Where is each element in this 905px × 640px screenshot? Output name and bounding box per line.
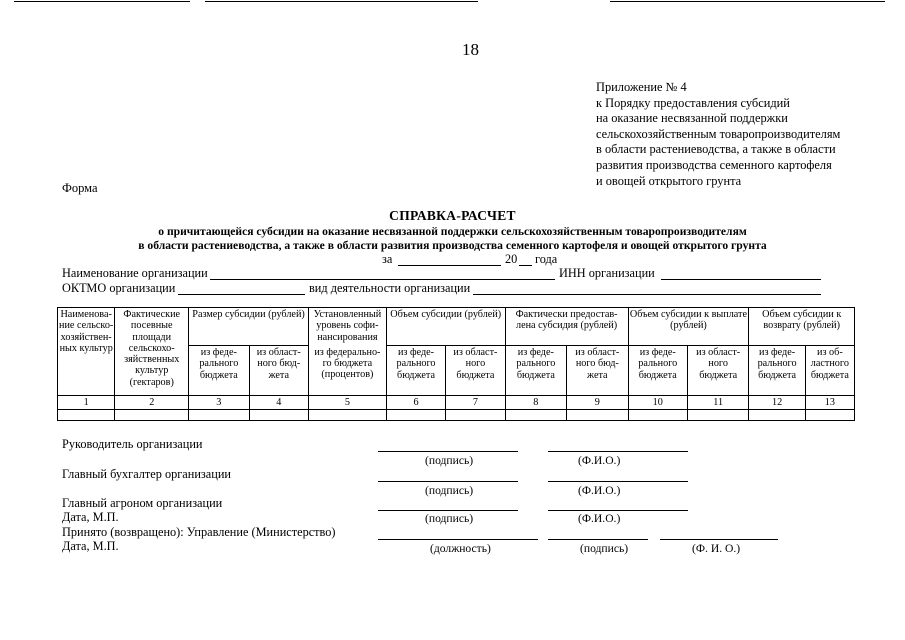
period-year-suffix: года xyxy=(535,252,558,266)
annex-block xyxy=(596,80,840,189)
annex-line: и овощей открытого грунта xyxy=(596,173,742,188)
annex-line: в области растениеводства, а также в области xyxy=(596,142,836,157)
document-subtitle-line-1: о причитающейся субсидии на оказание несвязанной поддержки сельскохозяйственным товаропроизводителям xyxy=(158,225,747,238)
head-sign-line[interactable] xyxy=(378,451,518,452)
header-federal: из феде-рального бюджета xyxy=(386,346,445,396)
table-cell[interactable] xyxy=(58,410,115,421)
table-cell[interactable] xyxy=(567,410,628,421)
sign-caption: (подпись) xyxy=(425,454,474,467)
date-mp-label-2: Дата, М.П. xyxy=(62,539,119,553)
table-cell[interactable] xyxy=(505,410,566,421)
fio-caption: (Ф.И.О.) xyxy=(578,454,621,467)
header-to-pay: Объем субсидии к выплате (рублей) xyxy=(628,308,749,346)
form-label: Форма xyxy=(62,181,98,195)
document-subtitle-line-2: в области растениеводства, а также в области развития производства семенного картофеля и овощей открытого грунта xyxy=(138,239,767,252)
header-regional: из област-ного бюджета xyxy=(446,346,505,396)
column-number: 6 xyxy=(386,396,445,410)
position-caption: (должность) xyxy=(430,542,491,555)
header-area: Фактические посевные площади сельскохо-зяйственных культур (гектаров) xyxy=(115,308,189,396)
annex-line: на оказание несвязанной поддержки xyxy=(596,111,788,126)
column-number: 2 xyxy=(115,396,189,410)
inn-field[interactable] xyxy=(661,279,821,280)
annex-line: сельскохозяйственным товаропроизводителям xyxy=(596,126,841,141)
header-federal: из феде-рального бюджета xyxy=(749,346,805,396)
period-year-blank[interactable] xyxy=(519,265,532,266)
agronomist-label: Главный агроном организации xyxy=(62,496,223,510)
header-federal: из феде-рального бюджета xyxy=(505,346,566,396)
table-cell[interactable] xyxy=(446,410,505,421)
table-cell[interactable] xyxy=(308,410,386,421)
accepted-sign-line[interactable] xyxy=(548,539,648,540)
agronomist-fio-line[interactable] xyxy=(548,510,688,511)
column-number: 5 xyxy=(308,396,386,410)
annex-line: Приложение № 4 xyxy=(596,80,687,94)
header-regional: из област-ного бюд-жета xyxy=(567,346,628,396)
table-cell[interactable] xyxy=(749,410,805,421)
header-regional: из област-ного бюд-жета xyxy=(249,346,308,396)
fio-caption: (Ф.И.О.) xyxy=(578,484,621,497)
column-number: 13 xyxy=(805,396,854,410)
header-volume: Объем субсидии (рублей) xyxy=(386,308,505,346)
table-row xyxy=(58,410,855,421)
column-number: 9 xyxy=(567,396,628,410)
table-cell[interactable] xyxy=(386,410,445,421)
period-blank[interactable] xyxy=(398,265,501,266)
accountant-fio-line[interactable] xyxy=(548,481,688,482)
period-year-prefix: 20 xyxy=(505,252,518,266)
top-rule-right xyxy=(610,1,885,2)
table-cell[interactable] xyxy=(687,410,748,421)
header-federal: из феде-рального бюджета xyxy=(628,346,687,396)
head-fio-line[interactable] xyxy=(548,451,688,452)
column-number: 10 xyxy=(628,396,687,410)
accountant-sign-line[interactable] xyxy=(378,481,518,482)
oktmo-label: ОКТМО организации xyxy=(62,281,176,295)
table-cell[interactable] xyxy=(249,410,308,421)
top-rule-left xyxy=(14,1,190,2)
activity-label: вид деятельности организации xyxy=(309,281,471,295)
column-number: 1 xyxy=(58,396,115,410)
column-number: 11 xyxy=(687,396,748,410)
column-number: 12 xyxy=(749,396,805,410)
sign-caption: (подпись) xyxy=(580,542,629,555)
accountant-label: Главный бухгалтер организации xyxy=(62,467,231,481)
accepted-fio-line[interactable] xyxy=(660,539,778,540)
inn-label: ИНН организации xyxy=(559,266,655,280)
position-line[interactable] xyxy=(378,539,538,540)
column-number: 8 xyxy=(505,396,566,410)
top-rule-mid xyxy=(205,1,478,2)
activity-field[interactable] xyxy=(473,294,821,295)
accepted-label: Принято (возвращено): Управление (Министерство) xyxy=(62,525,336,539)
sign-caption: (подпись) xyxy=(425,512,474,525)
header-to-return: Объем субсидии к возврату (рублей) xyxy=(749,308,855,346)
date-mp-label: Дата, М.П. xyxy=(62,510,119,524)
fio-caption: (Ф.И.О.) xyxy=(578,512,621,525)
document-title: СПРАВКА-РАСЧЕТ xyxy=(389,208,516,223)
agronomist-sign-line[interactable] xyxy=(378,510,518,511)
table-cell[interactable] xyxy=(189,410,249,421)
period-za: за xyxy=(382,252,393,266)
sign-caption: (подпись) xyxy=(425,484,474,497)
page-number: 18 xyxy=(462,40,479,59)
header-federal: из феде-рального бюджета xyxy=(189,346,249,396)
annex-line: к Порядку предоставления субсидий xyxy=(596,95,790,110)
table-cell[interactable] xyxy=(805,410,854,421)
header-provided: Фактически предостав-лена субсидия (рублей) xyxy=(505,308,628,346)
org-name-label: Наименование организации xyxy=(62,266,208,280)
header-cofin-level: Установленный уровень софи-нансирования xyxy=(308,308,386,346)
header-crop-name: Наименова-ние сельско-хозяйствен-ных культур xyxy=(58,308,115,396)
header-cofin-sub: из федерально-го бюджета (процентов) xyxy=(308,346,386,396)
header-regional: из об-ластного бюджета xyxy=(805,346,854,396)
fio-caption-2: (Ф. И. О.) xyxy=(692,542,741,555)
column-number: 3 xyxy=(189,396,249,410)
head-label: Руководитель организации xyxy=(62,437,203,451)
org-name-field[interactable] xyxy=(210,279,555,280)
header-regional: из област-ного бюджета xyxy=(687,346,748,396)
subsidy-table xyxy=(57,307,855,421)
column-number: 7 xyxy=(446,396,505,410)
column-number: 4 xyxy=(249,396,308,410)
annex-line: развития производства семенного картофеля xyxy=(596,157,832,172)
oktmo-field[interactable] xyxy=(178,294,305,295)
header-subsidy-size: Размер субсидии (рублей) xyxy=(189,308,309,346)
table-cell[interactable] xyxy=(628,410,687,421)
table-cell[interactable] xyxy=(115,410,189,421)
